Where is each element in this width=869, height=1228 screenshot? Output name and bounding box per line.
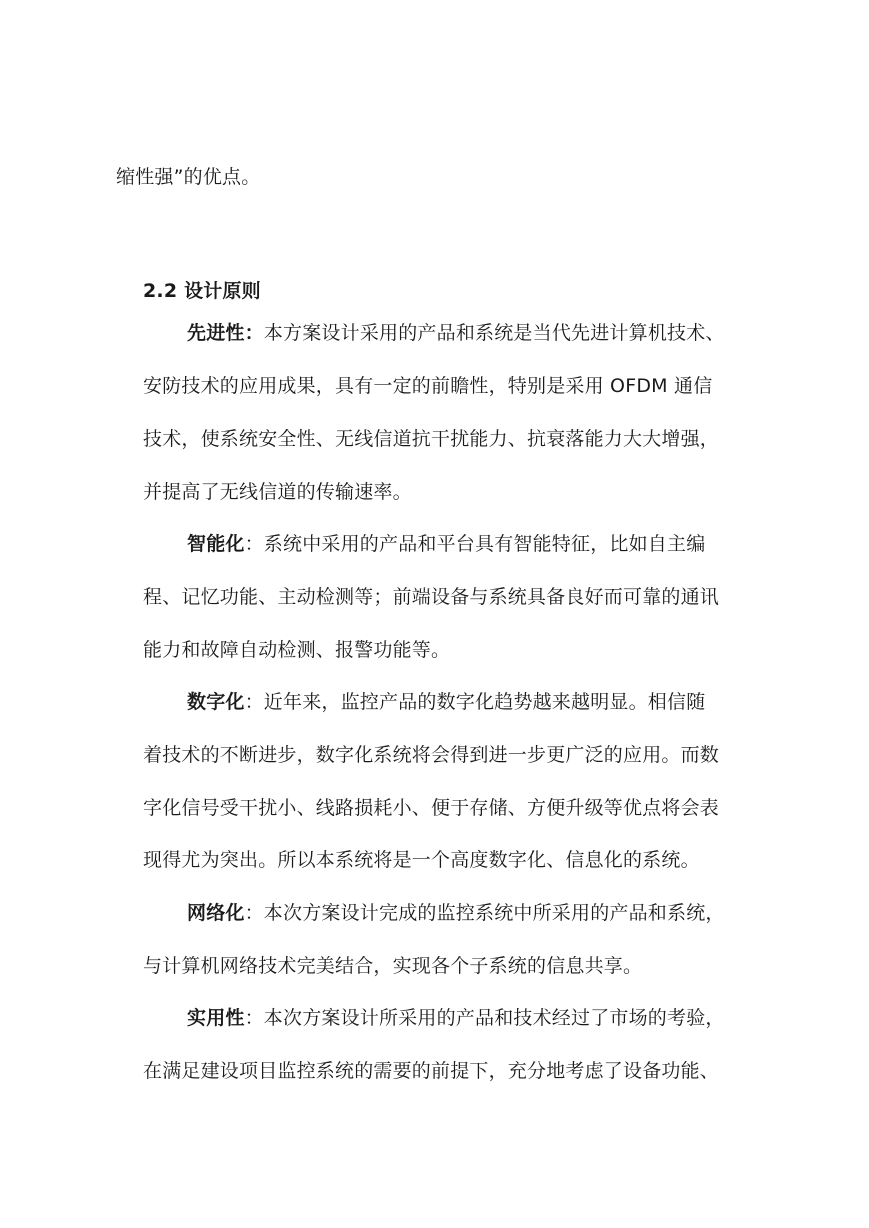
paragraph-intelligent-line-3: 能力和故障自动检测、报警功能等。 — [143, 639, 451, 661]
paragraph-advanced-line-3: 技术，使系统安全性、无线信道抗干扰能力、抗衰落能力大大增强， — [143, 428, 720, 450]
paragraph-network-line-1 — [187, 900, 725, 926]
section-heading: 2.2 设计原则 — [143, 280, 261, 302]
paragraph-text: ：本次方案设计所采用的产品和技术经过了市场的考验， — [244, 1007, 725, 1029]
paragraph-digital-line-4: 现得尤为突出。所以本系统将是一个高度数字化、信息化的系统。 — [143, 849, 700, 871]
term-practical: 实用性 — [187, 1007, 245, 1029]
paragraph-advanced-line-1 — [187, 320, 725, 346]
paragraph-practical-line-1 — [187, 1005, 725, 1031]
paragraph-text: ：系统中采用的产品和平台具有智能特征，比如自主编 — [244, 533, 706, 555]
term-digital: 数字化 — [187, 691, 245, 713]
continuation-line: 缩性强”的优点。 — [116, 166, 261, 188]
paragraph-digital-line-3: 字化信号受干扰小、线路损耗小、便于存储、方便升级等优点将会表 — [143, 797, 720, 819]
paragraph-text: ：近年来，监控产品的数字化趋势越来越明显。相信随 — [244, 691, 706, 713]
paragraph-advanced-line-2: 安防技术的应用成果，具有一定的前瞻性，特别是采用 OFDM 通信 — [143, 375, 713, 397]
paragraph-network-line-2: 与计算机网络技术完美结合，实现各个子系统的信息共享。 — [143, 955, 643, 977]
paragraph-text: ：本次方案设计完成的监控系统中所采用的产品和系统， — [244, 902, 725, 924]
paragraph-digital-line-2: 着技术的不断进步，数字化系统将会得到进一步更广泛的应用。而数 — [143, 744, 720, 766]
term-intelligent: 智能化 — [187, 533, 245, 555]
paragraph-text: 本方案设计采用的产品和系统是当代先进计算机技术、 — [263, 322, 725, 344]
term-advanced: 先进性： — [187, 322, 264, 344]
paragraph-intelligent-line-1 — [187, 531, 705, 557]
paragraph-advanced-line-4: 并提高了无线信道的传输速率。 — [143, 481, 412, 503]
paragraph-intelligent-line-2: 程、记忆功能、主动检测等；前端设备与系统具备良好而可靠的通讯 — [143, 586, 720, 608]
paragraph-practical-line-2: 在满足建设项目监控系统的需要的前提下，充分地考虑了设备功能、 — [143, 1060, 720, 1082]
paragraph-digital-line-1 — [187, 689, 705, 715]
term-network: 网络化 — [187, 902, 245, 924]
